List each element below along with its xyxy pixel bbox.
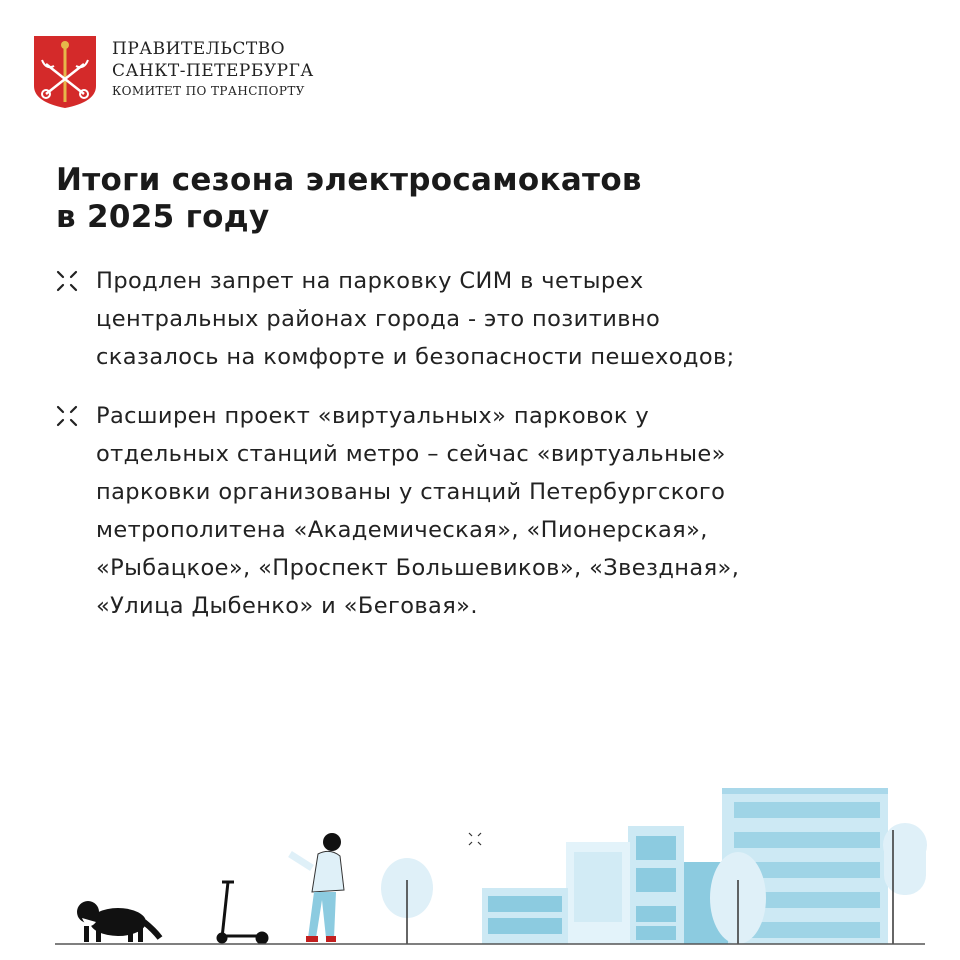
cat-icon bbox=[77, 901, 160, 942]
city-illustration bbox=[0, 770, 960, 960]
bullet-text-line: Расширен проект «виртуальных» парковок у bbox=[96, 403, 650, 429]
bullet-sparkle-icon bbox=[56, 405, 78, 427]
bullet-text-line: метрополитена «Академическая», «Пионерская», bbox=[96, 517, 708, 543]
woman-figure-icon bbox=[290, 833, 344, 942]
org-line-3: КОМИТЕТ ПО ТРАНСПОРТУ bbox=[112, 84, 305, 98]
organization-name bbox=[112, 38, 314, 98]
org-line-1: ПРАВИТЕЛЬСТВО bbox=[112, 39, 286, 59]
list-item bbox=[56, 397, 936, 625]
title-line-1: Итоги сезона электросамокатов bbox=[56, 162, 642, 198]
title-line-2: в 2025 году bbox=[56, 199, 270, 235]
electric-scooter-icon bbox=[218, 882, 267, 943]
bullet-text-line: «Улица Дыбенко» и «Беговая». bbox=[96, 593, 478, 619]
bullet-text-line: сказалось на комфорте и безопасности пешеходов; bbox=[96, 344, 735, 370]
bullet-sparkle-icon bbox=[56, 270, 78, 292]
bullet-text-line: Продлен запрет на парковку СИМ в четырех bbox=[96, 268, 644, 294]
list-item bbox=[56, 262, 936, 376]
bullet-text-line: центральных районах города - это позитивно bbox=[96, 306, 661, 332]
bullet-text-line: парковки организованы у станций Петербургского bbox=[96, 479, 726, 505]
bullet-text-line: «Рыбацкое», «Проспект Большевиков», «Звездная», bbox=[96, 555, 740, 581]
page-title bbox=[56, 162, 642, 236]
coat-of-arms-logo bbox=[34, 36, 96, 108]
bullet-text-line: отдельных станций метро – сейчас «виртуальные» bbox=[96, 441, 726, 467]
org-line-2: САНКТ-ПЕТЕРБУРГА bbox=[112, 61, 314, 81]
